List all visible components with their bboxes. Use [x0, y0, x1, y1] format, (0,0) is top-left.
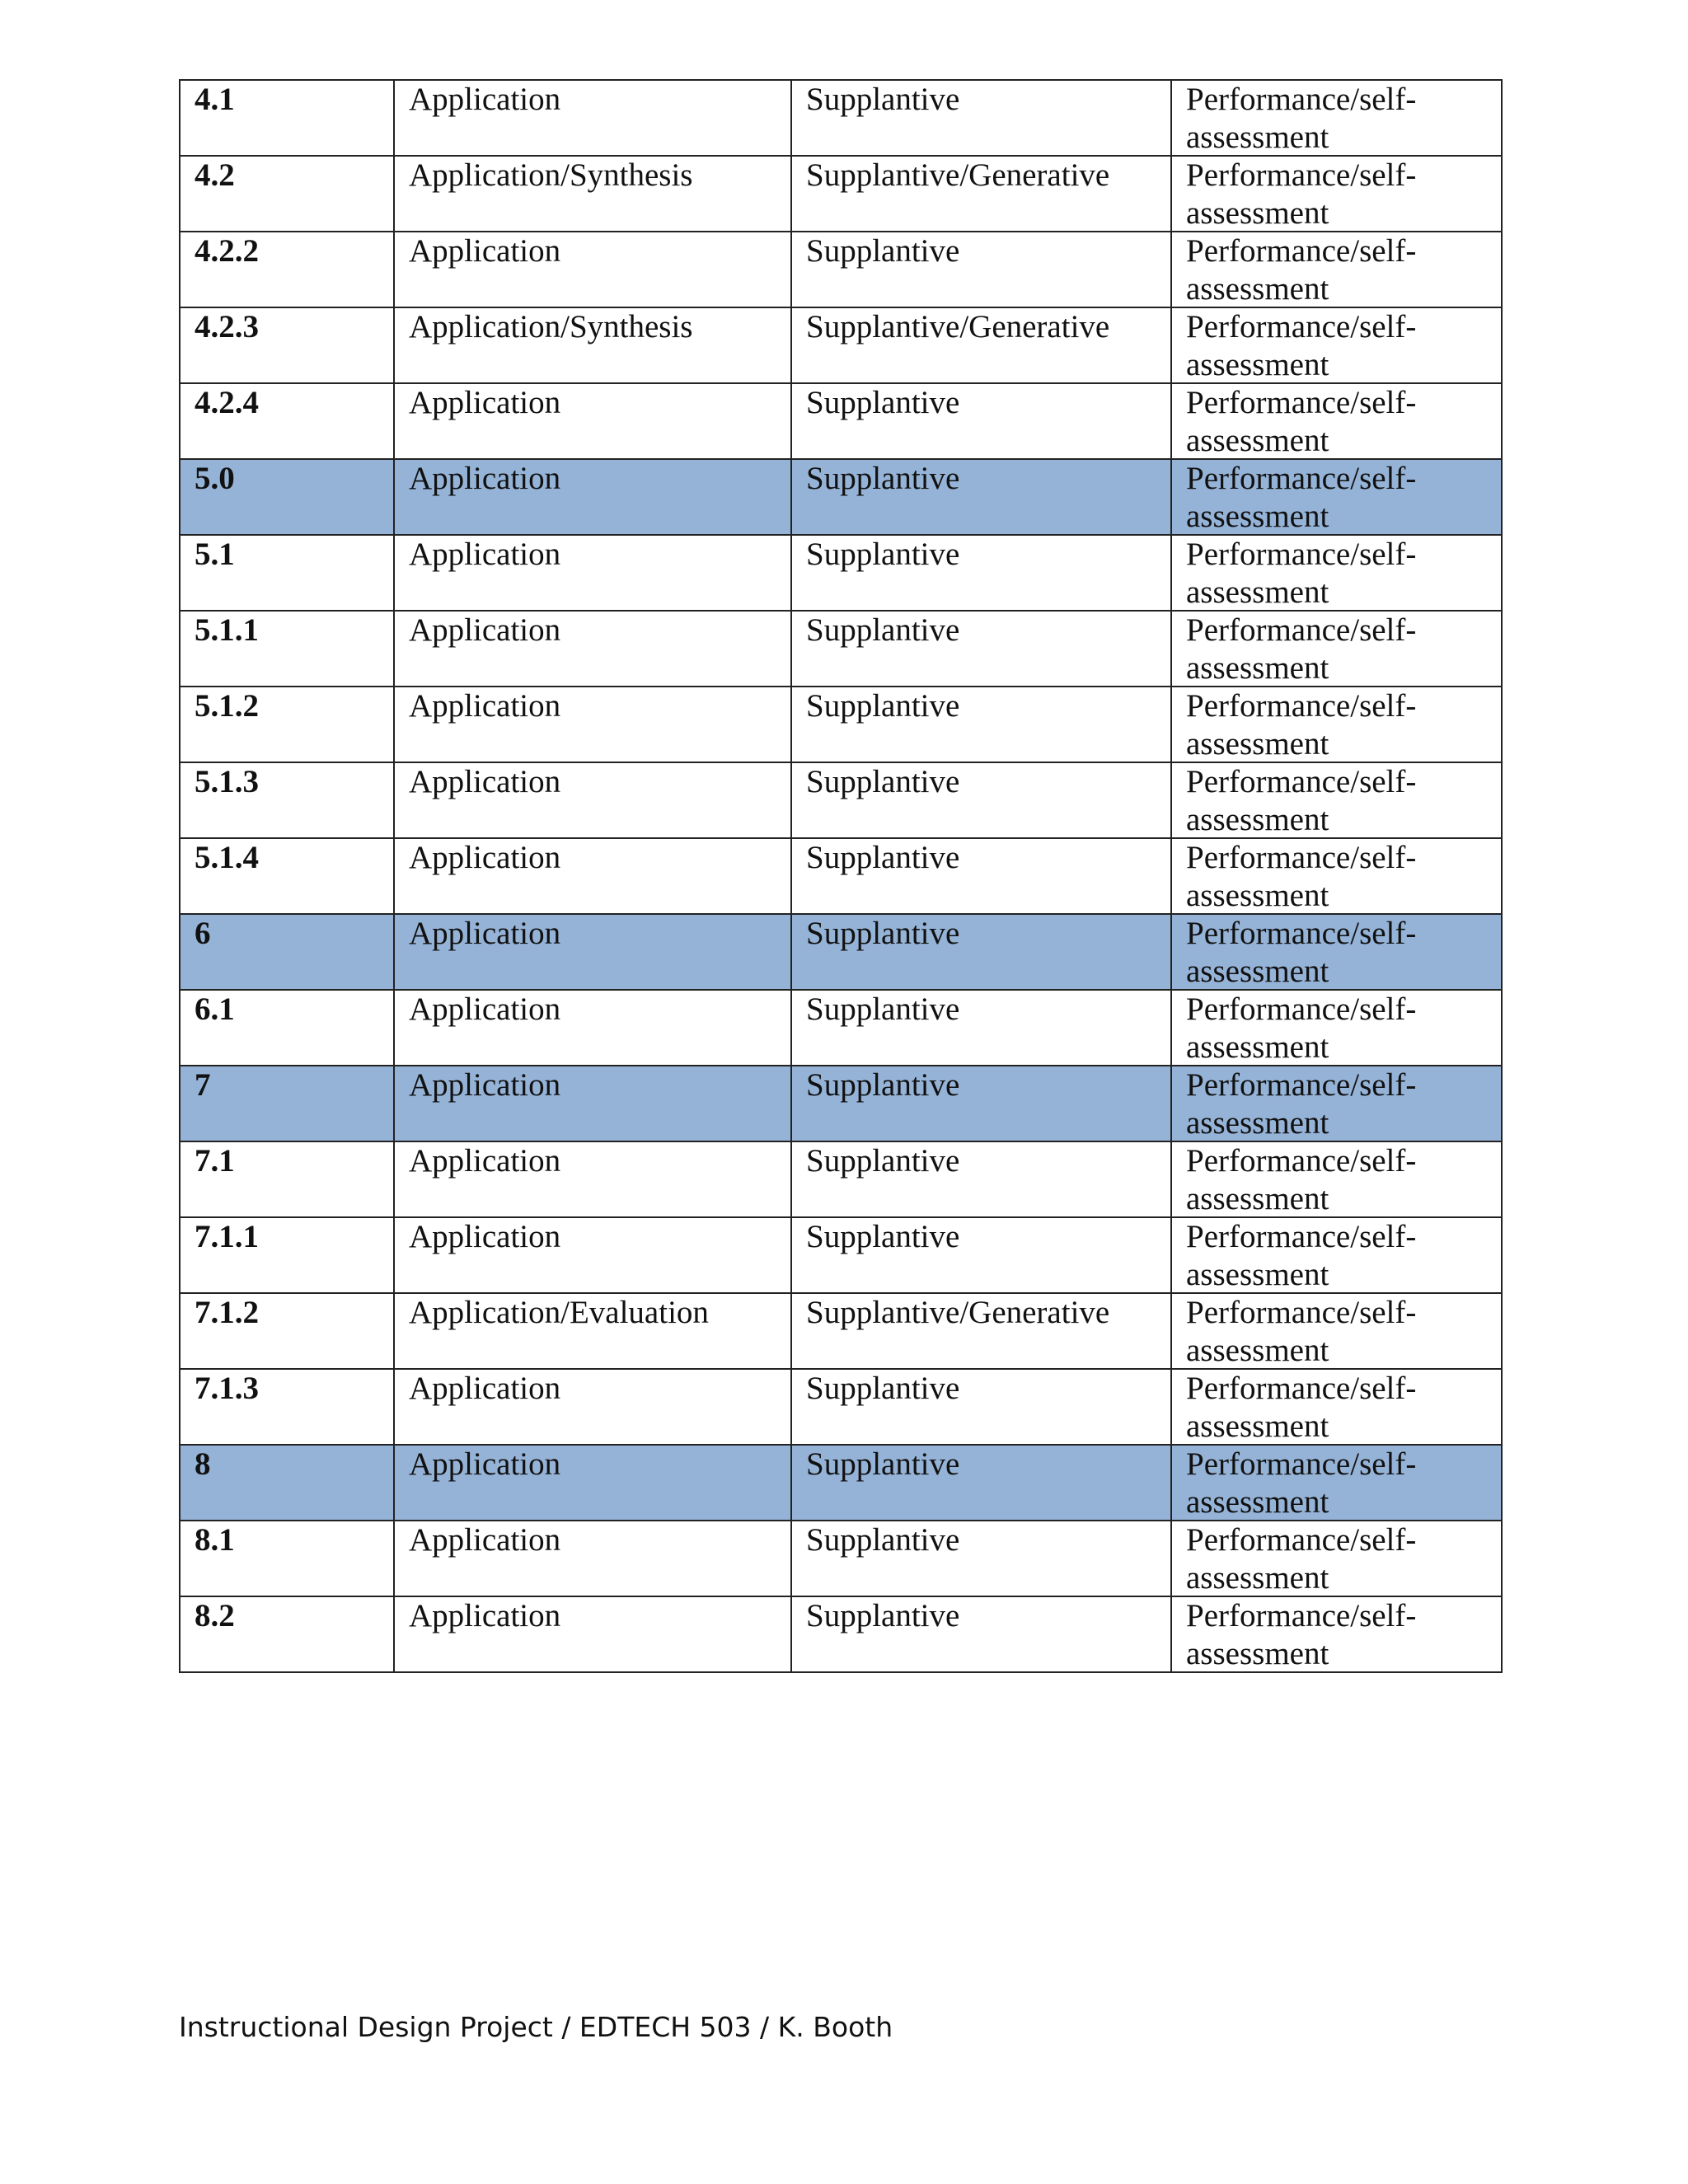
strategy-cell-text: Supplantive — [806, 1446, 960, 1482]
strategy-cell — [791, 156, 1171, 232]
assessment-cell — [1171, 156, 1502, 232]
assessment-cell-text: Performance/self-assessment — [1186, 1371, 1417, 1444]
learning-level-cell — [394, 1445, 791, 1521]
assessment-cell — [1171, 611, 1502, 687]
table-row — [180, 307, 1502, 383]
assessment-cell — [1171, 307, 1502, 383]
strategy-cell — [791, 1521, 1171, 1596]
objective-number-cell-text: 7.1.1 — [195, 1219, 259, 1254]
learning-level-cell — [394, 1369, 791, 1445]
assessment-cell — [1171, 1141, 1502, 1217]
assessment-cell-text: Performance/self-assessment — [1186, 1295, 1417, 1368]
objective-number-cell — [180, 914, 394, 990]
objective-number-cell — [180, 307, 394, 383]
strategy-cell — [791, 232, 1171, 307]
assessment-cell-text: Performance/self-assessment — [1186, 840, 1417, 913]
learning-level-cell — [394, 611, 791, 687]
table-row — [180, 1066, 1502, 1141]
learning-level-cell-text: Application — [409, 82, 561, 117]
table-row — [180, 1369, 1502, 1445]
assessment-cell-text: Performance/self-assessment — [1186, 461, 1417, 534]
objective-number-cell-text: 7.1.2 — [195, 1295, 259, 1330]
strategy-cell — [791, 611, 1171, 687]
strategy-cell — [791, 1596, 1171, 1672]
objective-number-cell-text: 4.2.3 — [195, 309, 259, 344]
assessment-cell — [1171, 762, 1502, 838]
learning-level-cell-text: Application — [409, 612, 561, 648]
objective-number-cell — [180, 687, 394, 762]
objective-number-cell — [180, 1217, 394, 1293]
objective-number-cell-text: 8.2 — [195, 1598, 235, 1633]
learning-level-cell-text: Application — [409, 1067, 561, 1103]
assessment-cell — [1171, 1369, 1502, 1445]
strategy-cell — [791, 1217, 1171, 1293]
table-row — [180, 459, 1502, 535]
assessment-cell-text: Performance/self-assessment — [1186, 1067, 1417, 1141]
learning-level-cell-text: Application — [409, 1446, 561, 1482]
objective-number-cell — [180, 80, 394, 156]
assessment-cell-text: Performance/self-assessment — [1186, 1522, 1417, 1596]
learning-level-cell — [394, 307, 791, 383]
assessment-cell — [1171, 1596, 1502, 1672]
objective-number-cell-text: 5.1.1 — [195, 612, 259, 648]
objective-number-cell — [180, 1066, 394, 1141]
objective-number-cell — [180, 1445, 394, 1521]
learning-level-cell-text: Application — [409, 688, 561, 724]
assessment-cell-text: Performance/self-assessment — [1186, 82, 1417, 155]
objective-number-cell-text: 8 — [195, 1446, 211, 1482]
objectives-table — [179, 79, 1503, 1673]
page-footer: Instructional Design Project / EDTECH 503 / K. Booth — [179, 2011, 893, 2043]
objective-number-cell-text: 7 — [195, 1067, 211, 1103]
learning-level-cell — [394, 1293, 791, 1369]
learning-level-cell — [394, 1141, 791, 1217]
strategy-cell-text: Supplantive — [806, 991, 960, 1027]
objective-number-cell-text: 4.2.2 — [195, 233, 259, 269]
objective-number-cell-text: 4.2.4 — [195, 385, 259, 420]
strategy-cell-text: Supplantive/Generative — [806, 309, 1110, 344]
assessment-cell-text: Performance/self-assessment — [1186, 537, 1417, 610]
objective-number-cell — [180, 1369, 394, 1445]
table-row — [180, 232, 1502, 307]
objective-number-cell-text: 5.1.3 — [195, 764, 259, 799]
learning-level-cell-text: Application — [409, 1371, 561, 1406]
learning-level-cell-text: Application — [409, 1598, 561, 1633]
learning-level-cell-text: Application — [409, 537, 561, 572]
learning-level-cell — [394, 914, 791, 990]
objectives-table-body — [180, 80, 1502, 1672]
learning-level-cell-text: Application — [409, 233, 561, 269]
objective-number-cell-text: 4.1 — [195, 82, 235, 117]
objective-number-cell — [180, 611, 394, 687]
strategy-cell-text: Supplantive — [806, 916, 960, 951]
strategy-cell-text: Supplantive — [806, 1143, 960, 1179]
assessment-cell — [1171, 914, 1502, 990]
learning-level-cell — [394, 1066, 791, 1141]
strategy-cell — [791, 307, 1171, 383]
table-row — [180, 914, 1502, 990]
learning-level-cell — [394, 838, 791, 914]
learning-level-cell-text: Application — [409, 461, 561, 496]
strategy-cell — [791, 1293, 1171, 1369]
objective-number-cell-text: 7.1.3 — [195, 1371, 259, 1406]
objective-number-cell-text: 8.1 — [195, 1522, 235, 1558]
assessment-cell-text: Performance/self-assessment — [1186, 1446, 1417, 1520]
learning-level-cell — [394, 687, 791, 762]
learning-level-cell — [394, 459, 791, 535]
assessment-cell — [1171, 990, 1502, 1066]
assessment-cell — [1171, 1217, 1502, 1293]
table-row — [180, 611, 1502, 687]
strategy-cell — [791, 459, 1171, 535]
strategy-cell-text: Supplantive — [806, 461, 960, 496]
objective-number-cell-text: 5.1.4 — [195, 840, 259, 875]
table-row — [180, 1293, 1502, 1369]
strategy-cell-text: Supplantive — [806, 764, 960, 799]
strategy-cell — [791, 914, 1171, 990]
assessment-cell-text: Performance/self-assessment — [1186, 991, 1417, 1065]
objective-number-cell — [180, 535, 394, 611]
learning-level-cell — [394, 232, 791, 307]
table-row — [180, 838, 1502, 914]
objective-number-cell — [180, 762, 394, 838]
learning-level-cell — [394, 990, 791, 1066]
table-row — [180, 990, 1502, 1066]
table-row — [180, 383, 1502, 459]
objective-number-cell — [180, 1521, 394, 1596]
strategy-cell-text: Supplantive — [806, 612, 960, 648]
table-row — [180, 535, 1502, 611]
learning-level-cell — [394, 762, 791, 838]
strategy-cell-text: Supplantive — [806, 82, 960, 117]
assessment-cell — [1171, 383, 1502, 459]
objective-number-cell — [180, 1596, 394, 1672]
assessment-cell-text: Performance/self-assessment — [1186, 233, 1417, 307]
strategy-cell — [791, 383, 1171, 459]
assessment-cell-text: Performance/self-assessment — [1186, 157, 1417, 231]
assessment-cell-text: Performance/self-assessment — [1186, 612, 1417, 686]
learning-level-cell — [394, 156, 791, 232]
strategy-cell-text: Supplantive/Generative — [806, 1295, 1110, 1330]
strategy-cell-text: Supplantive — [806, 1522, 960, 1558]
table-row — [180, 1521, 1502, 1596]
table-row — [180, 1217, 1502, 1293]
strategy-cell — [791, 687, 1171, 762]
assessment-cell-text: Performance/self-assessment — [1186, 309, 1417, 382]
objective-number-cell — [180, 1141, 394, 1217]
strategy-cell — [791, 1066, 1171, 1141]
strategy-cell — [791, 762, 1171, 838]
assessment-cell-text: Performance/self-assessment — [1186, 916, 1417, 989]
assessment-cell-text: Performance/self-assessment — [1186, 688, 1417, 762]
objective-number-cell — [180, 232, 394, 307]
objective-number-cell-text: 5.1 — [195, 537, 235, 572]
assessment-cell-text: Performance/self-assessment — [1186, 1219, 1417, 1292]
assessment-cell — [1171, 1445, 1502, 1521]
objective-number-cell — [180, 156, 394, 232]
objective-number-cell-text: 6.1 — [195, 991, 235, 1027]
strategy-cell — [791, 1141, 1171, 1217]
assessment-cell — [1171, 80, 1502, 156]
objective-number-cell — [180, 1293, 394, 1369]
learning-level-cell — [394, 1596, 791, 1672]
strategy-cell-text: Supplantive — [806, 1371, 960, 1406]
learning-level-cell-text: Application/Synthesis — [409, 309, 693, 344]
learning-level-cell-text: Application — [409, 385, 561, 420]
learning-level-cell — [394, 1521, 791, 1596]
strategy-cell-text: Supplantive — [806, 233, 960, 269]
objective-number-cell-text: 5.0 — [195, 461, 235, 496]
learning-level-cell-text: Application/Evaluation — [409, 1295, 709, 1330]
learning-level-cell-text: Application — [409, 840, 561, 875]
table-row — [180, 1445, 1502, 1521]
learning-level-cell-text: Application — [409, 1522, 561, 1558]
objective-number-cell-text: 4.2 — [195, 157, 235, 193]
objective-number-cell — [180, 459, 394, 535]
learning-level-cell-text: Application — [409, 916, 561, 951]
assessment-cell — [1171, 459, 1502, 535]
assessment-cell — [1171, 232, 1502, 307]
learning-level-cell — [394, 80, 791, 156]
assessment-cell — [1171, 838, 1502, 914]
strategy-cell-text: Supplantive — [806, 385, 960, 420]
strategy-cell — [791, 535, 1171, 611]
table-row — [180, 80, 1502, 156]
learning-level-cell-text: Application — [409, 764, 561, 799]
strategy-cell-text: Supplantive — [806, 1219, 960, 1254]
assessment-cell — [1171, 687, 1502, 762]
assessment-cell — [1171, 1066, 1502, 1141]
table-row — [180, 762, 1502, 838]
assessment-cell-text: Performance/self-assessment — [1186, 1598, 1417, 1671]
strategy-cell-text: Supplantive — [806, 688, 960, 724]
learning-level-cell — [394, 1217, 791, 1293]
objective-number-cell-text: 7.1 — [195, 1143, 235, 1179]
table-row — [180, 687, 1502, 762]
strategy-cell-text: Supplantive — [806, 1067, 960, 1103]
table-row — [180, 1596, 1502, 1672]
assessment-cell — [1171, 1521, 1502, 1596]
objective-number-cell — [180, 383, 394, 459]
strategy-cell-text: Supplantive/Generative — [806, 157, 1110, 193]
strategy-cell — [791, 1445, 1171, 1521]
strategy-cell — [791, 80, 1171, 156]
strategy-cell — [791, 990, 1171, 1066]
assessment-cell-text: Performance/self-assessment — [1186, 385, 1417, 458]
strategy-cell-text: Supplantive — [806, 1598, 960, 1633]
learning-level-cell-text: Application — [409, 1219, 561, 1254]
learning-level-cell — [394, 535, 791, 611]
objective-number-cell — [180, 990, 394, 1066]
strategy-cell — [791, 838, 1171, 914]
strategy-cell-text: Supplantive — [806, 537, 960, 572]
learning-level-cell-text: Application — [409, 991, 561, 1027]
assessment-cell — [1171, 535, 1502, 611]
objective-number-cell-text: 5.1.2 — [195, 688, 259, 724]
table-row — [180, 156, 1502, 232]
strategy-cell — [791, 1369, 1171, 1445]
objective-number-cell-text: 6 — [195, 916, 211, 951]
assessment-cell-text: Performance/self-assessment — [1186, 1143, 1417, 1216]
learning-level-cell-text: Application — [409, 1143, 561, 1179]
learning-level-cell — [394, 383, 791, 459]
objective-number-cell — [180, 838, 394, 914]
table-row — [180, 1141, 1502, 1217]
assessment-cell-text: Performance/self-assessment — [1186, 764, 1417, 837]
assessment-cell — [1171, 1293, 1502, 1369]
strategy-cell-text: Supplantive — [806, 840, 960, 875]
learning-level-cell-text: Application/Synthesis — [409, 157, 693, 193]
